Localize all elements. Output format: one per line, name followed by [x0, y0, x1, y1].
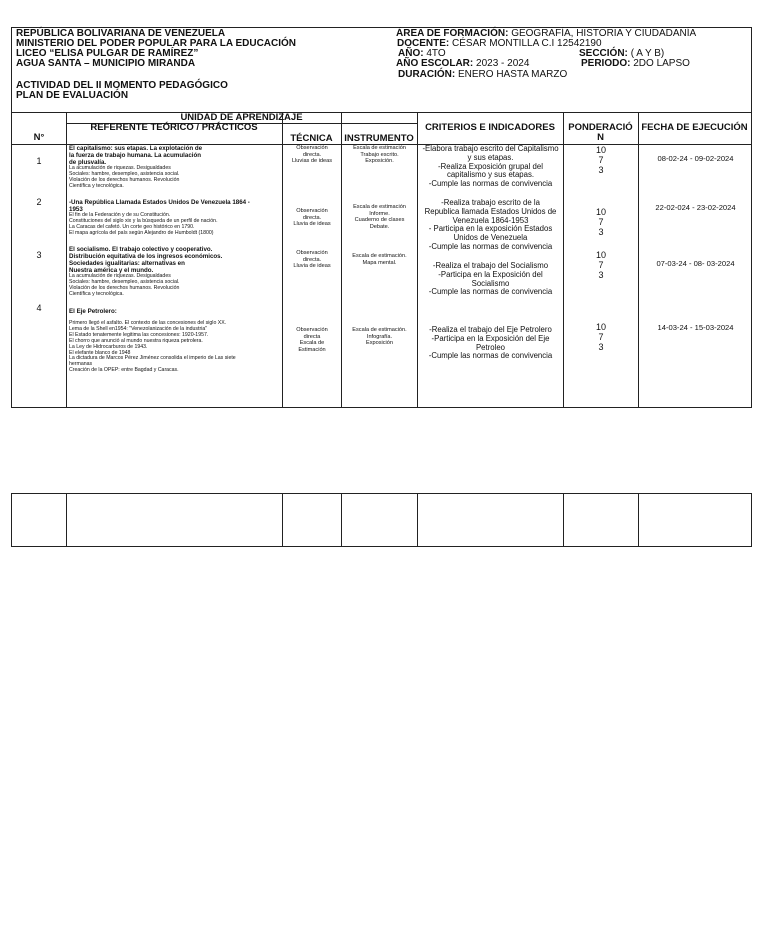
col-divider: [282, 494, 283, 546]
row-fecha: 08-02-24 - 09-02-2024: [657, 154, 734, 163]
row-tecnica: Observación directa Escala de Estimación: [296, 327, 328, 353]
row-referente: El Eje Petrolero: Primero llegó el asfalto. El contexto de las concesiones del siglo XX. Lema de la Shell en1954: "Venezolanización de la industria" El Estado tenatemente legitima las concesiones: 1920-1957. El chorro que anunció al mundo nuestra riqueza petrolera. La Ley de Hidrocarburos de 1943. El elefante blanco de 1948 La dictadura de Marcos Pérez Jiménez consolida el imperio de Las siete hermanas Creación de la OPEP: entre Bagdad y Caracas.: [69, 308, 236, 374]
row-referente: El capitalismo: sus etapas. La explotación de la fuerza de trabajo humana. La acumulación de plusvalía. La acumulación de riquezas. Desigualdades Sociales: hambre, desempleo, asistencia social. Violación de los derechos humanos. Revolución Científica y tecnológica.: [69, 145, 203, 189]
header-instrumento: INSTRUMENTO: [344, 133, 414, 144]
row-number: 2: [36, 197, 42, 207]
header-line-1: REPÚBLICA BOLIVARIANA DE VENEZUELA: [16, 28, 226, 39]
empty-table: [11, 493, 752, 547]
row-fecha: 07-03-24 - 08- 03-2024: [656, 259, 735, 268]
row-number: 3: [36, 250, 42, 260]
anio: AÑO: 4TO: [398, 48, 446, 59]
row-referente: -Una República Llamada Estados Unidos De Venezuela 1864 - 1953 El fin de la Federación y de su Constitución. Constituciones del siglo xix y la búsqueda de un perfil de nación. La Caracas del cafetó. Un corte geo histórico en 1790. El mapa agrícola del país según Alejandro de Humboldt (1800): [69, 199, 250, 236]
row-instrumento: Escala de estimación Trabajo escrito. Exposición.: [353, 145, 406, 164]
header-line-5: ACTIVIDAD DEL II MOMENTO PEDAGÓGICO: [16, 80, 228, 91]
row-ponderacion: 10 7 3: [595, 207, 606, 237]
header-line-3: LICEO “ELISA PULGAR DE RAMÍREZ”: [16, 48, 199, 59]
row-instrumento: Escala de estimación. Mapa mental.: [352, 253, 407, 266]
col-divider: [341, 494, 342, 546]
evaluation-table: [11, 112, 752, 408]
row-ponderacion: 10 7 3: [595, 145, 606, 175]
row-tecnica: Observación directa. Lluvias de ideas: [291, 145, 333, 164]
docente: DOCENTE: CÉSAR MONTILLA C.I 12542190: [397, 38, 602, 49]
row-criterios: -Realiza el trabajo del Socialismo -Participa en la Exposición del Socialismo -Cumple las normas de convivencia: [428, 261, 553, 297]
col-divider: [638, 494, 639, 546]
row-criterios: -Realiza trabajo escrito de la Republica llamada Estados Unidos de Venezuela 1864-1953 - Participa en la exposición Estados Unidos de Venezuela -Cumple las normas de convivencia: [424, 198, 557, 251]
header-line-6: PLAN DE EVALUACIÓN: [16, 90, 129, 101]
row-instrumento: Escala de estimación. Infografía. Exposición: [352, 327, 407, 346]
row-fecha: 22-02-024 - 23-02-2024: [655, 203, 736, 212]
row-number: 1: [36, 156, 42, 166]
seccion: SECCIÓN: ( A Y B): [579, 48, 665, 59]
header-num: N°: [33, 132, 45, 143]
row-criterios: -Elabora trabajo escrito del Capitalismo y sus etapas. -Realiza Exposición grupal del capitalismo y sus etapas. -Cumple las normas de convivencia: [422, 144, 559, 189]
col-divider: [66, 113, 67, 407]
duracion: DURACIÓN: ENERO HASTA MARZO: [398, 69, 568, 80]
periodo: PERIODO: 2DO LAPSO: [581, 58, 690, 69]
row-tecnica: Observación directa. Lluvia de ideas: [293, 208, 331, 227]
col-divider: [417, 494, 418, 546]
header-unidad: UNIDAD DE APRENDIZAJE: [180, 112, 303, 123]
col-divider: [563, 494, 564, 546]
header-line-2: MINISTERIO DEL PODER POPULAR PARA LA EDUCACIÓN: [16, 38, 297, 49]
header-tecnica: TÉCNICA: [290, 133, 333, 144]
header-line-4: AGUA SANTA – MUNICIPIO MIRANDA: [16, 58, 196, 69]
row-fecha: 14-03-24 - 15-03-2024: [657, 323, 734, 332]
col-divider: [66, 494, 67, 546]
header-ponderacion: PONDERACIÓ N: [568, 122, 633, 143]
row-tecnica: Observación directa. Lluvia de ideas: [293, 250, 331, 269]
row-number: 4: [36, 303, 42, 313]
header-criterios: CRITERIOS E INDICADORES: [425, 122, 555, 133]
header-box: [11, 27, 752, 113]
row-criterios: -Realiza el trabajo del Eje Petrolero -Participa en la Exposición del Eje Petroleo -Cumple las normas de convivencia: [428, 325, 553, 361]
row-referente: El socialismo. El trabajo colectivo y cooperativo. Distribución equitativa de los ingresos económicos. Sociedades igualitarias: alternativas en Nuestra américa y el mundo. La acumulación de riquezas. Desigualdades Sociales: hambre, desempleo, asistencia social. Violación de los derechos humanos. Revolución Científica y tecnológica.: [69, 246, 223, 297]
row-instrumento: Escala de estimación Informe. Cuaderno de clases Debate.: [353, 204, 406, 230]
header-referente: REFERENTE TEÓRICO / PRÁCTICOS: [90, 122, 258, 133]
header-fecha: FECHA DE EJECUCIÓN: [641, 122, 748, 133]
anio-escolar: AÑO ESCOLAR: 2023 - 2024: [396, 58, 530, 69]
row-ponderacion: 10 7 3: [595, 250, 606, 280]
row-ponderacion: 10 7 3: [595, 322, 606, 352]
area-formacion: ÁREA DE FORMACIÓN: GEOGRAFÍA, HISTORIA Y CIUDADANÍA: [396, 28, 697, 39]
